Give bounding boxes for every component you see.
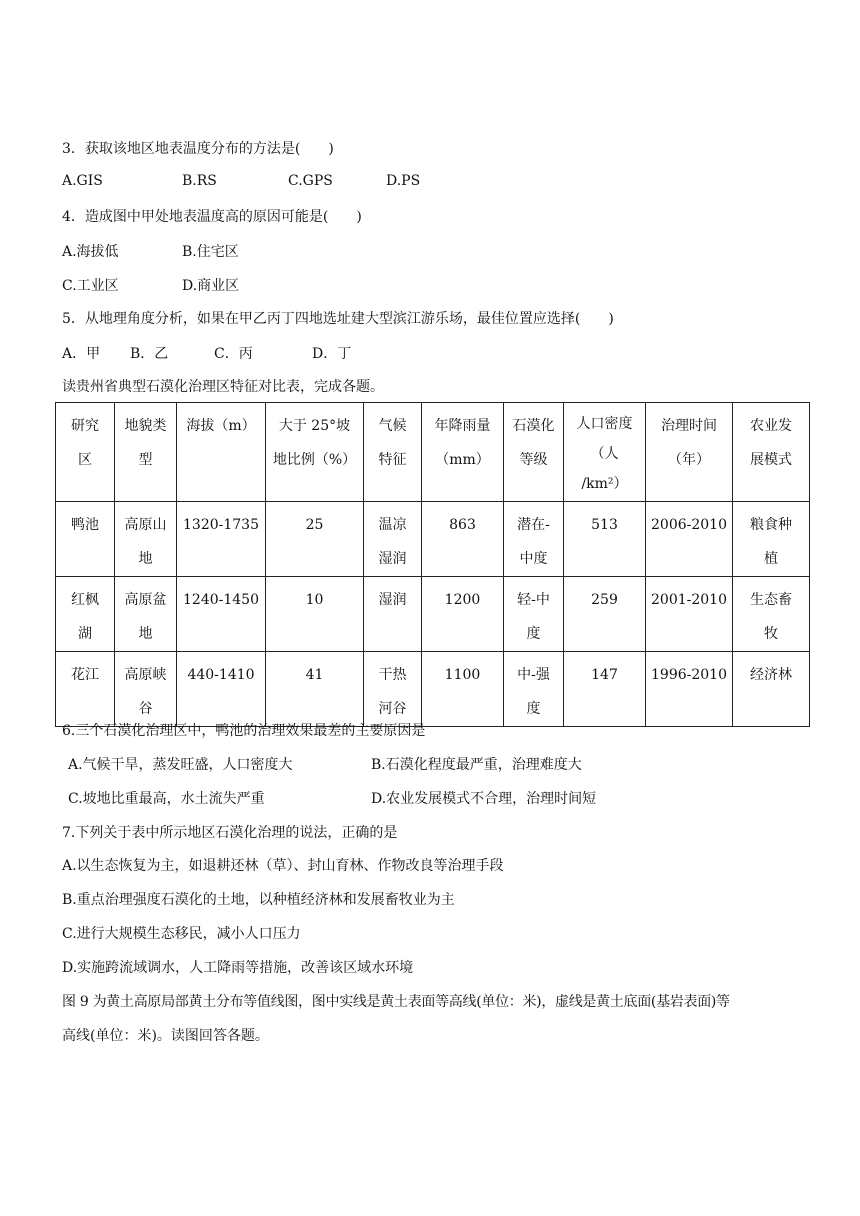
question-7-option-a: A.以生态恢复为主，如退耕还林（草）、封山育林、作物改良等治理手段 (62, 858, 504, 874)
question-5-option-b: B．乙 (130, 346, 169, 362)
question-7-option-c: C.进行大规模生态移民，减小人口压力 (62, 926, 301, 942)
question-6-option-a: A.气候干旱，蒸发旺盛，人口密度大 (68, 757, 293, 773)
table-cell: 高原盆 地 (115, 577, 177, 652)
table-cell: 863 (422, 502, 504, 577)
table-cell: 潜在- 中度 (504, 502, 564, 577)
table-cell: 轻-中 度 (504, 577, 564, 652)
table-cell: 147 (564, 652, 646, 727)
table-cell: 红枫 湖 (56, 577, 115, 652)
question-4-option-a: A.海拔低 (62, 244, 119, 260)
header-cell: 人口密度 （人 /km²） (564, 403, 646, 502)
question-3-stem: 3．获取该地区地表温度分布的方法是( ) (62, 141, 334, 157)
header-cell: 气候 特征 (364, 403, 422, 502)
header-cell: 年降雨量 （mm） (422, 403, 504, 502)
question-4-option-d: D.商业区 (182, 278, 240, 294)
header-cell: 石漠化 等级 (504, 403, 564, 502)
question-3-option-b: B.RS (182, 173, 217, 189)
question-5-stem: 5．从地理角度分析，如果在甲乙丙丁四地选址建大型滨江游乐场，最佳位置应选择( ) (62, 311, 614, 327)
table-cell: 高原山 地 (115, 502, 177, 577)
table-cell: 1200 (422, 577, 504, 652)
table-cell: 经济林 (733, 652, 810, 727)
table-intro: 读贵州省典型石漠化治理区特征对比表，完成各题。 (62, 379, 384, 395)
table-cell: 1320-1735 (177, 502, 266, 577)
table-cell: 440-1410 (177, 652, 266, 727)
question-4-stem: 4．造成图中甲处地表温度高的原因可能是( ) (62, 209, 362, 225)
table-cell: 10 (266, 577, 364, 652)
table-cell: 41 (266, 652, 364, 727)
question-6-option-b: B.石漠化程度最严重，治理难度大 (371, 757, 582, 773)
table-cell: 2001-2010 (646, 577, 733, 652)
question-4-option-c: C.工业区 (62, 278, 119, 294)
question-3-option-c: C.GPS (288, 173, 333, 189)
table-cell: 25 (266, 502, 364, 577)
table-cell: 鸭池 (56, 502, 115, 577)
desertification-comparison-table (55, 402, 810, 727)
table-cell: 513 (564, 502, 646, 577)
header-cell: 农业发 展模式 (733, 403, 810, 502)
table-cell: 1240-1450 (177, 577, 266, 652)
figure-9-intro-line-1: 图 9 为黄土高原局部黄土分布等值线图，图中实线是黄土表面等高线(单位：米)，虚线是黄土底面(基岩表面)等 (62, 994, 730, 1010)
table-cell: 生态畜 牧 (733, 577, 810, 652)
table-cell: 259 (564, 577, 646, 652)
header-cell: 海拔（m） (177, 403, 266, 502)
table-cell: 2006-2010 (646, 502, 733, 577)
table-cell: 花江 (56, 652, 115, 727)
question-7-stem: 7.下列关于表中所示地区石漠化治理的说法，正确的是 (62, 825, 398, 841)
question-6-stem: 6.三个石漠化治理区中，鸭池的治理效果最差的主要原因是 (62, 723, 426, 739)
table-cell: 1996-2010 (646, 652, 733, 727)
table-cell: 1100 (422, 652, 504, 727)
question-7-option-b: B.重点治理强度石漠化的土地，以种植经济林和发展畜牧业为主 (62, 892, 455, 908)
table-cell: 湿润 (364, 577, 422, 652)
table-header-row (56, 403, 810, 502)
table-row (56, 502, 810, 577)
question-5-option-a: A．甲 (62, 346, 101, 362)
question-4-option-b: B.住宅区 (182, 244, 239, 260)
header-cell: 地貌类 型 (115, 403, 177, 502)
table-cell: 高原峡 谷 (115, 652, 177, 727)
header-cell: 研究 区 (56, 403, 115, 502)
question-3-option-d: D.PS (386, 173, 421, 189)
question-6-option-d: D.农业发展模式不合理，治理时间短 (371, 791, 597, 807)
header-cell: 治理时间 （年） (646, 403, 733, 502)
table-cell: 粮食种 植 (733, 502, 810, 577)
question-6-option-c: C.坡地比重最高，水土流失严重 (68, 791, 265, 807)
table-cell: 温凉 湿润 (364, 502, 422, 577)
question-7-option-d: D.实施跨流域调水，人工降雨等措施，改善该区域水环境 (62, 960, 414, 976)
question-5-option-c: C．丙 (214, 346, 253, 362)
table-row (56, 652, 810, 727)
table-cell: 中-强 度 (504, 652, 564, 727)
figure-9-intro-line-2: 高线(单位：米)。读图回答各题。 (62, 1028, 269, 1044)
table-row (56, 577, 810, 652)
question-5-option-d: D．丁 (312, 346, 352, 362)
table-cell: 干热 河谷 (364, 652, 422, 727)
question-3-option-a: A.GIS (62, 173, 103, 189)
header-cell: 大于 25°坡 地比例（%） (266, 403, 364, 502)
